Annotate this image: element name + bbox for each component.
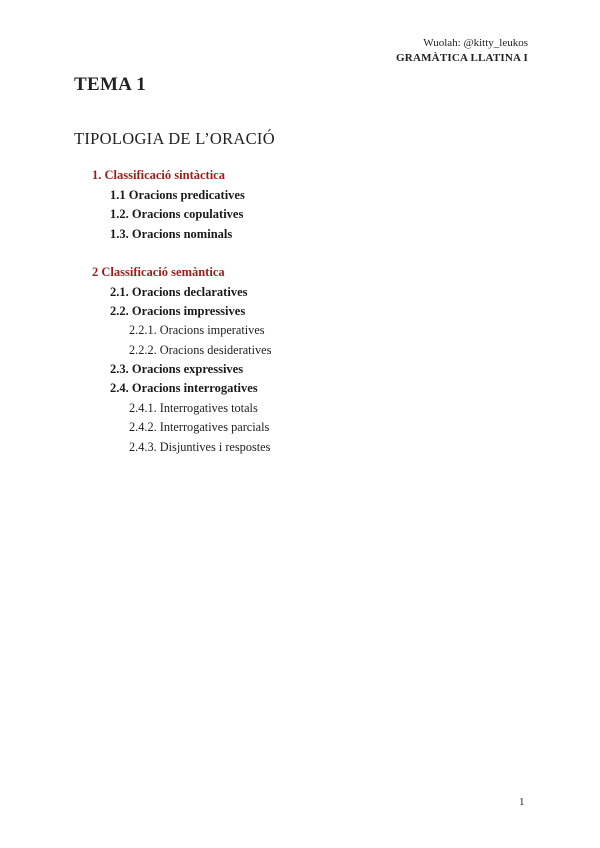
toc-item-classificacio-sintactica: 1. Classificació sintàctica xyxy=(92,168,225,182)
toc-item-oracions-imperatives: 2.2.1. Oracions imperatives xyxy=(129,323,265,337)
section-title: TIPOLOGIA DE L’ORACIÓ xyxy=(74,129,275,148)
header-author: Wuolah: @kitty_leukos xyxy=(423,37,528,49)
toc-item-interrogatives-totals: 2.4.1. Interrogatives totals xyxy=(129,401,258,415)
toc-item-oracions-expressives: 2.3. Oracions expressives xyxy=(110,362,244,376)
toc-item-classificacio-semantica: 2 Classificació semàntica xyxy=(92,265,225,279)
toc-item-oracions-nominals: 1.3. Oracions nominals xyxy=(110,227,233,241)
toc-item-interrogatives-parcials: 2.4.2. Interrogatives parcials xyxy=(129,420,270,434)
toc-item-oracions-declaratives: 2.1. Oracions declaratives xyxy=(110,285,248,299)
toc-item-oracions-impressives: 2.2. Oracions impressives xyxy=(110,304,246,318)
tema-title: TEMA 1 xyxy=(74,74,147,95)
toc-item-disjuntives-i-respostes: 2.4.3. Disjuntives i respostes xyxy=(129,440,271,454)
toc-item-oracions-interrogatives: 2.4. Oracions interrogatives xyxy=(110,381,258,395)
header-subject: GRAMÀTICA LLATINA I xyxy=(396,52,528,64)
toc-item-oracions-desideratives: 2.2.2. Oracions desideratives xyxy=(129,343,272,357)
toc-item-oracions-predicatives: 1.1 Oracions predicatives xyxy=(110,188,245,202)
toc-item-oracions-copulatives: 1.2. Oracions copulatives xyxy=(110,207,244,221)
page-number: 1 xyxy=(519,796,525,808)
